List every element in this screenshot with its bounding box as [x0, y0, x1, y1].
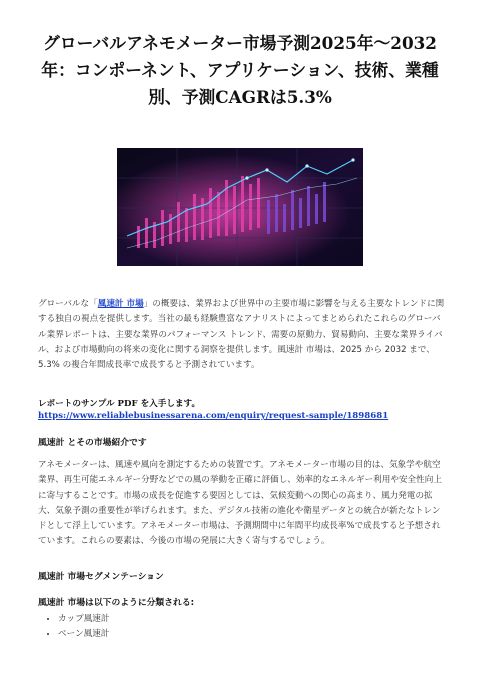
market-keyword-link[interactable]: 風速計 市場: [97, 299, 144, 309]
intro-prefix: グローバルな「: [38, 299, 98, 309]
intro-paragraph: [38, 297, 448, 373]
intro-section-body: アネモメーターは、風速や風向を測定するための装置です。アネモメーター市場の目的は、気象学や航空業界、再生可能エネルギー分野などでの風の挙動を正確に評価し、効率的なエネルギー利用や安全性向上に寄与することです。市場の成長を促進する要因としては、気候変動への関心の高まり、風力発電の拡大、気象予測の重要性が挙げられます。また、デジタル技術の進化や衛星データとの統合が新たなトレンドとして浮上しています。アネモメーター市場は、予測期間中に年間平均成長率%で成長すると予想されています。これらの要素は、今後の市場の発展に大きく寄与するでしょう。: [38, 460, 442, 547]
section-heading-segmentation: 風速計 市場セグメンテーション: [38, 572, 164, 582]
intro-body: 」の概要は、業界および世界中の主要市場に影響を与える主要なトレンドに関する独自の視点を提供します。当社の最も経験豊富なアナリストによってまとめられたこれらのグローバル業界レポートは、主要な業界のパフォーマンス トレンド、需要の原動力、貿易動向、主要な業界ライバル、および市場動向の将来の変化に関する洞察を提供します。風速計 市場は、2025 から 2032 まで、5.3% の複合年間成長率で成長すると予測されています。: [38, 299, 445, 371]
sample-label: レポートのサンプル PDF を入手します。: [38, 399, 201, 409]
segment-list: [42, 612, 109, 642]
page-title: グローバルアネモメーター市場予測2025年〜2032年：コンポーネント、アプリケーション、技術、業種別、予測CAGRは5.3%: [41, 33, 439, 107]
section-heading-intro: 風速計 とその市場紹介です: [38, 438, 147, 448]
sample-request-link[interactable]: https://www.reliablebusinessarena.com/enquiry/request-sample/1898681: [38, 411, 389, 421]
financial-chart-image: [117, 148, 363, 266]
list-item: • ベーン風速計: [58, 627, 109, 642]
list-item: • カップ風速計: [58, 612, 109, 627]
sample-request: [38, 398, 448, 422]
segmentation-subheading: 風速計 市場は以下のように分類される:: [38, 598, 195, 608]
